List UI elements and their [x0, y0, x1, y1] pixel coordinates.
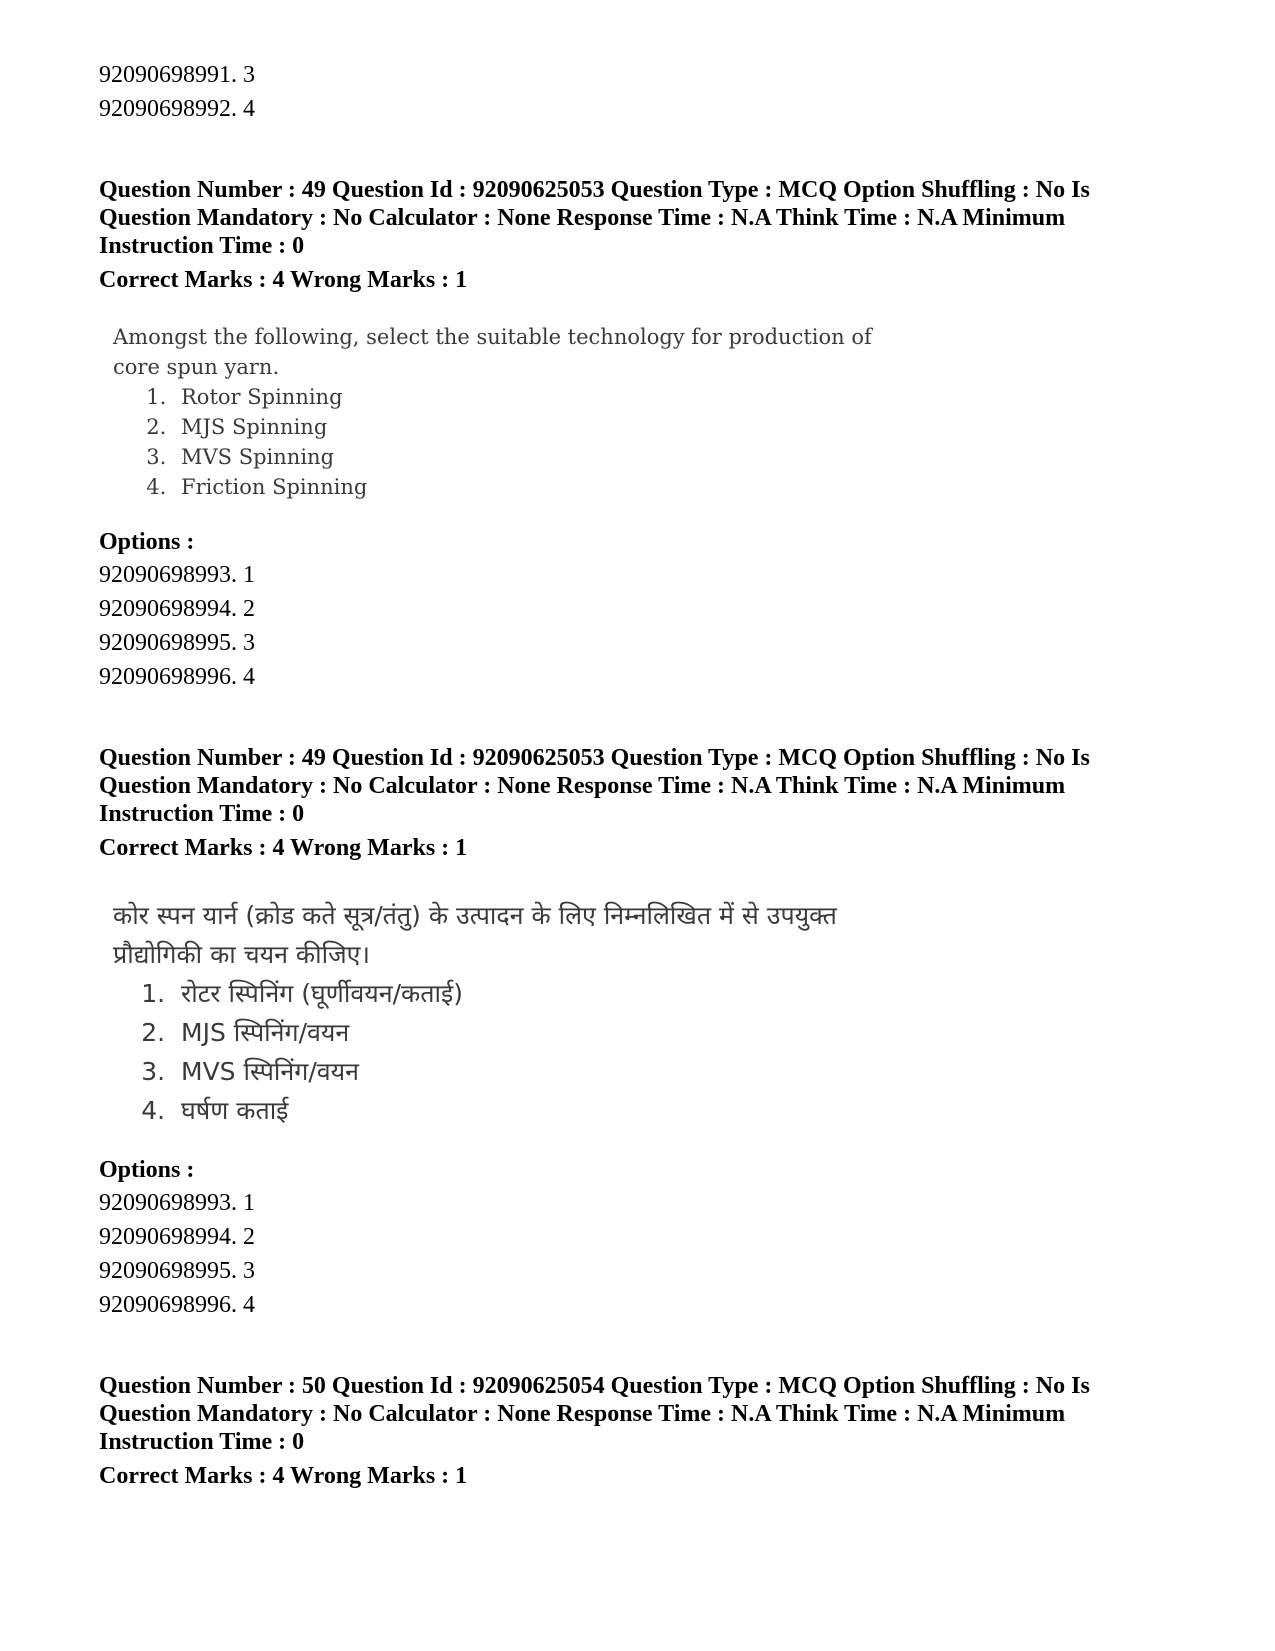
marks-line: Correct Marks : 4 Wrong Marks : 1 — [99, 267, 468, 293]
options-label: Options : — [99, 1157, 195, 1183]
choice-list — [113, 382, 1189, 502]
option-line: 92090698994. 2 — [99, 596, 255, 622]
question-block-50 — [99, 1372, 1189, 1490]
document-page — [99, 58, 1189, 1490]
marks-line: Correct Marks : 4 Wrong Marks : 1 — [99, 835, 468, 861]
choice-item: 3. MVS स्पिनिंग/वयन — [173, 1052, 1189, 1091]
choice-item: 1. Rotor Spinning — [173, 382, 1189, 412]
choice-item: 2. MJS Spinning — [173, 412, 1189, 442]
choice-list — [113, 974, 1189, 1130]
choice-item: 1. रोटर स्पिनिंग (घूर्णीवयन/कताई) — [173, 974, 1189, 1013]
question-meta: Question Mandatory : No Calculator : None Response Time : N.A Think Time : N.A Minimum — [99, 205, 1066, 231]
option-line: 92090698993. 1 — [99, 562, 255, 588]
question-meta: Question Number : 50 Question Id : 92090625054 Question Type : MCQ Option Shuffling : No Is — [99, 1373, 1090, 1399]
choice-item: 2. MJS स्पिनिंग/वयन — [173, 1013, 1189, 1052]
option-line: 92090698996. 4 — [99, 1292, 255, 1318]
question-meta: Question Number : 49 Question Id : 92090625053 Question Type : MCQ Option Shuffling : No Is — [99, 177, 1090, 203]
option-line: 92090698995. 3 — [99, 1258, 255, 1284]
option-line: 92090698991. 3 — [99, 62, 255, 88]
option-line: 92090698994. 2 — [99, 1224, 255, 1250]
marks-line: Correct Marks : 4 Wrong Marks : 1 — [99, 1463, 468, 1489]
option-line: 92090698992. 4 — [99, 96, 255, 122]
question-text — [113, 322, 1189, 502]
question-meta: Instruction Time : 0 — [99, 233, 305, 259]
choice-item: 4. घर्षण कताई — [173, 1091, 1189, 1130]
option-line: 92090698995. 3 — [99, 630, 255, 656]
question-meta: Question Mandatory : No Calculator : None Response Time : N.A Think Time : N.A Minimum — [99, 1401, 1066, 1427]
question-meta: Question Mandatory : No Calculator : None Response Time : N.A Think Time : N.A Minimum — [99, 773, 1066, 799]
question-stem: Amongst the following, select the suitable technology for production of — [113, 325, 872, 349]
previous-options — [99, 58, 1189, 126]
question-block-49-en — [99, 176, 1189, 694]
option-line: 92090698996. 4 — [99, 664, 255, 690]
question-meta: Question Number : 49 Question Id : 92090625053 Question Type : MCQ Option Shuffling : No Is — [99, 745, 1090, 771]
question-meta: Instruction Time : 0 — [99, 801, 305, 827]
question-stem: प्रौद्योगिकी का चयन कीजिए। — [113, 940, 370, 969]
question-block-49-hi — [99, 744, 1189, 1322]
question-text — [113, 896, 1189, 1130]
question-meta: Instruction Time : 0 — [99, 1429, 305, 1455]
question-stem: कोर स्पन यार्न (क्रोड कते सूत्र/तंतु) के उत्पादन के लिए निम्नलिखित में से उपयुक्त — [113, 901, 837, 930]
option-line: 92090698993. 1 — [99, 1190, 255, 1216]
options-label: Options : — [99, 529, 195, 555]
choice-item: 3. MVS Spinning — [173, 442, 1189, 472]
question-stem: core spun yarn. — [113, 355, 280, 379]
choice-item: 4. Friction Spinning — [173, 472, 1189, 502]
